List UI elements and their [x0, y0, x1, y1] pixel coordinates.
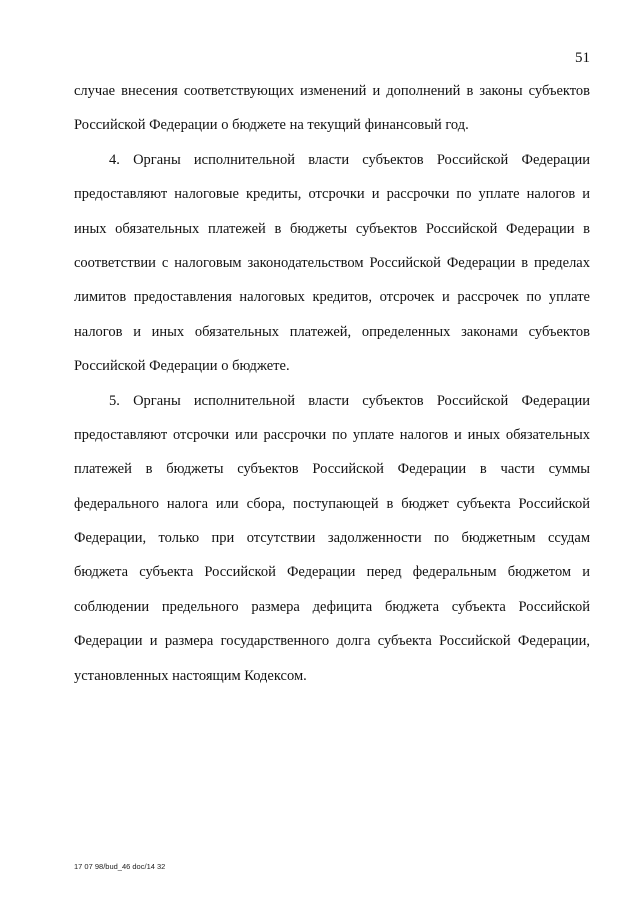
text-line: 5. Органы исполнительной власти субъектов Российской Федерации — [109, 392, 590, 409]
text-line: платежей в бюджеты субъектов Российской Федерации в части суммы — [74, 461, 590, 478]
text-line: Федерации, только при отсутствии задолженности по бюджетным ссудам — [74, 530, 590, 547]
text-line: федерального налога или сбора, поступающей в бюджет субъекта Российской — [74, 495, 590, 512]
text-line: Российской Федерации о бюджете на текущий финансовый год. — [74, 117, 469, 134]
text-line: установленных настоящим Кодексом. — [74, 667, 307, 684]
text-line: соблюдении предельного размера дефицита бюджета субъекта Российской — [74, 598, 590, 615]
text-line: бюджета субъекта Российской Федерации перед федеральным бюджетом и — [74, 564, 590, 581]
text-line: лимитов предоставления налоговых кредитов, отсрочек и рассрочек по уплате — [74, 289, 590, 306]
paragraph-item-4 — [74, 143, 590, 384]
text-line: 4. Органы исполнительной власти субъектов Российской Федерации — [109, 151, 590, 168]
text-line: налогов и иных обязательных платежей, определенных законами субъектов — [74, 323, 590, 340]
text-line: случае внесения соответствующих изменений и дополнений в законы субъектов — [74, 83, 590, 99]
text-line: Российской Федерации о бюджете. — [74, 358, 290, 375]
paragraph-continuation — [74, 74, 590, 143]
text-line: иных обязательных платежей в бюджеты субъектов Российской Федерации в — [74, 220, 590, 237]
text-line: предоставляют отсрочки или рассрочки по уплате налогов и иных обязательных — [74, 426, 590, 443]
body-text — [74, 74, 590, 693]
text-line: соответствии с налоговым законодательством Российской Федерации в пределах — [74, 254, 590, 271]
paragraph-item-5 — [74, 384, 590, 694]
page-number: 51 — [575, 50, 590, 66]
text-line: предоставляют налоговые кредиты, отсрочки и рассрочки по уплате налогов и — [74, 186, 590, 203]
text-line: Федерации и размера государственного долга субъекта Российской Федерации, — [74, 633, 590, 650]
footer-file-reference: 17 07 98/bud_46 doc/14 32 — [74, 862, 166, 871]
